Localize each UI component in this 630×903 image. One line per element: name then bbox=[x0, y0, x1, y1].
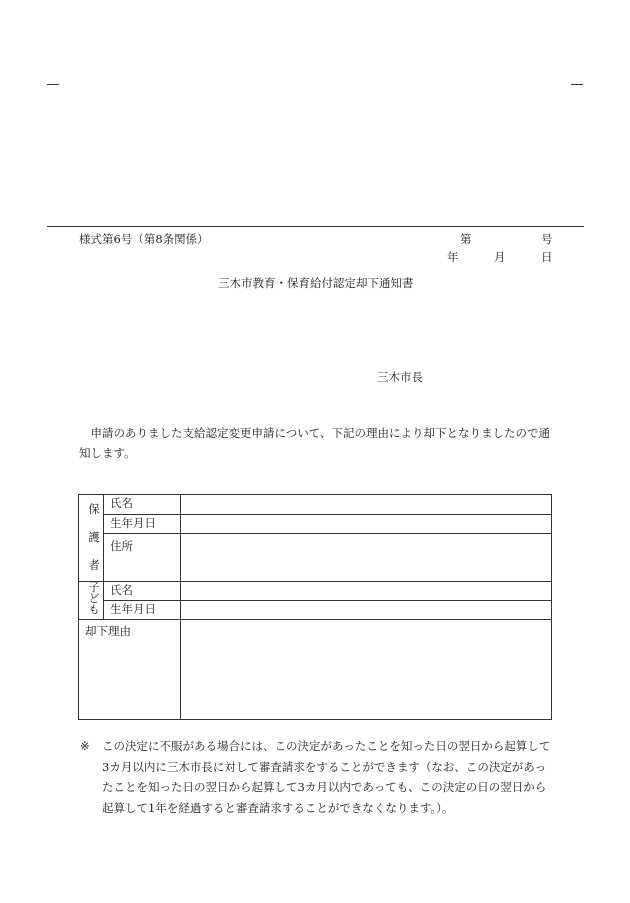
guardian-birthdate-label: 生年月日 bbox=[104, 515, 181, 534]
appeal-note bbox=[80, 736, 556, 818]
note-text: この決定に不服がある場合には、この決定があったことを知った日の翌日から起算して3カ月以内に三木市長に対して審査請求をすることができます（なお、この決定があったことを知った日の翌日から起算して3カ月以内であっても、この決定の日の翌日から起算して1年を経過すると審査請求することができなくなります。）。 bbox=[102, 739, 551, 815]
guardian-name-field[interactable] bbox=[181, 495, 552, 515]
rejection-reason-field[interactable] bbox=[181, 620, 552, 720]
issuer-name: 三木市長 bbox=[377, 370, 423, 384]
document-number-suffix: 号 bbox=[541, 232, 553, 246]
child-birthdate-label: 生年月日 bbox=[104, 601, 181, 620]
child-char-1: 子 bbox=[88, 581, 100, 594]
document-title: 三木市教育・保育給付認定却下通知書 bbox=[218, 276, 414, 290]
child-birthdate-field[interactable] bbox=[181, 601, 552, 620]
date-day: 日 bbox=[541, 250, 553, 264]
guardian-char-1: 保 bbox=[88, 502, 100, 516]
top-right-dash bbox=[571, 84, 583, 85]
top-left-dash bbox=[47, 84, 59, 85]
guardian-header bbox=[79, 495, 104, 582]
document-number-prefix: 第 bbox=[460, 232, 472, 246]
notice-table bbox=[78, 494, 552, 720]
child-name-label: 氏名 bbox=[104, 582, 181, 601]
child-header bbox=[79, 582, 104, 620]
child-name-field[interactable] bbox=[181, 582, 552, 601]
body-paragraph: 申請のありました支給認定変更申請について、下記の理由により却下となりましたので通知します。 bbox=[79, 426, 551, 460]
date-year: 年 bbox=[447, 250, 459, 264]
form-number: 様式第6号（第8条関係） bbox=[79, 232, 209, 246]
guardian-char-3: 者 bbox=[88, 558, 100, 572]
child-char-2: ど bbox=[88, 592, 100, 605]
header-rule bbox=[47, 226, 584, 227]
rejection-reason-label: 却下理由 bbox=[79, 620, 181, 720]
guardian-birthdate-field[interactable] bbox=[181, 515, 552, 534]
child-char-3: も bbox=[88, 603, 100, 616]
guardian-address-field[interactable] bbox=[181, 534, 552, 582]
note-mark: ※ bbox=[80, 739, 90, 753]
guardian-char-2: 護 bbox=[88, 530, 100, 544]
date-month: 月 bbox=[494, 250, 506, 264]
guardian-name-label: 氏名 bbox=[104, 495, 181, 515]
guardian-address-label: 住所 bbox=[104, 534, 181, 582]
